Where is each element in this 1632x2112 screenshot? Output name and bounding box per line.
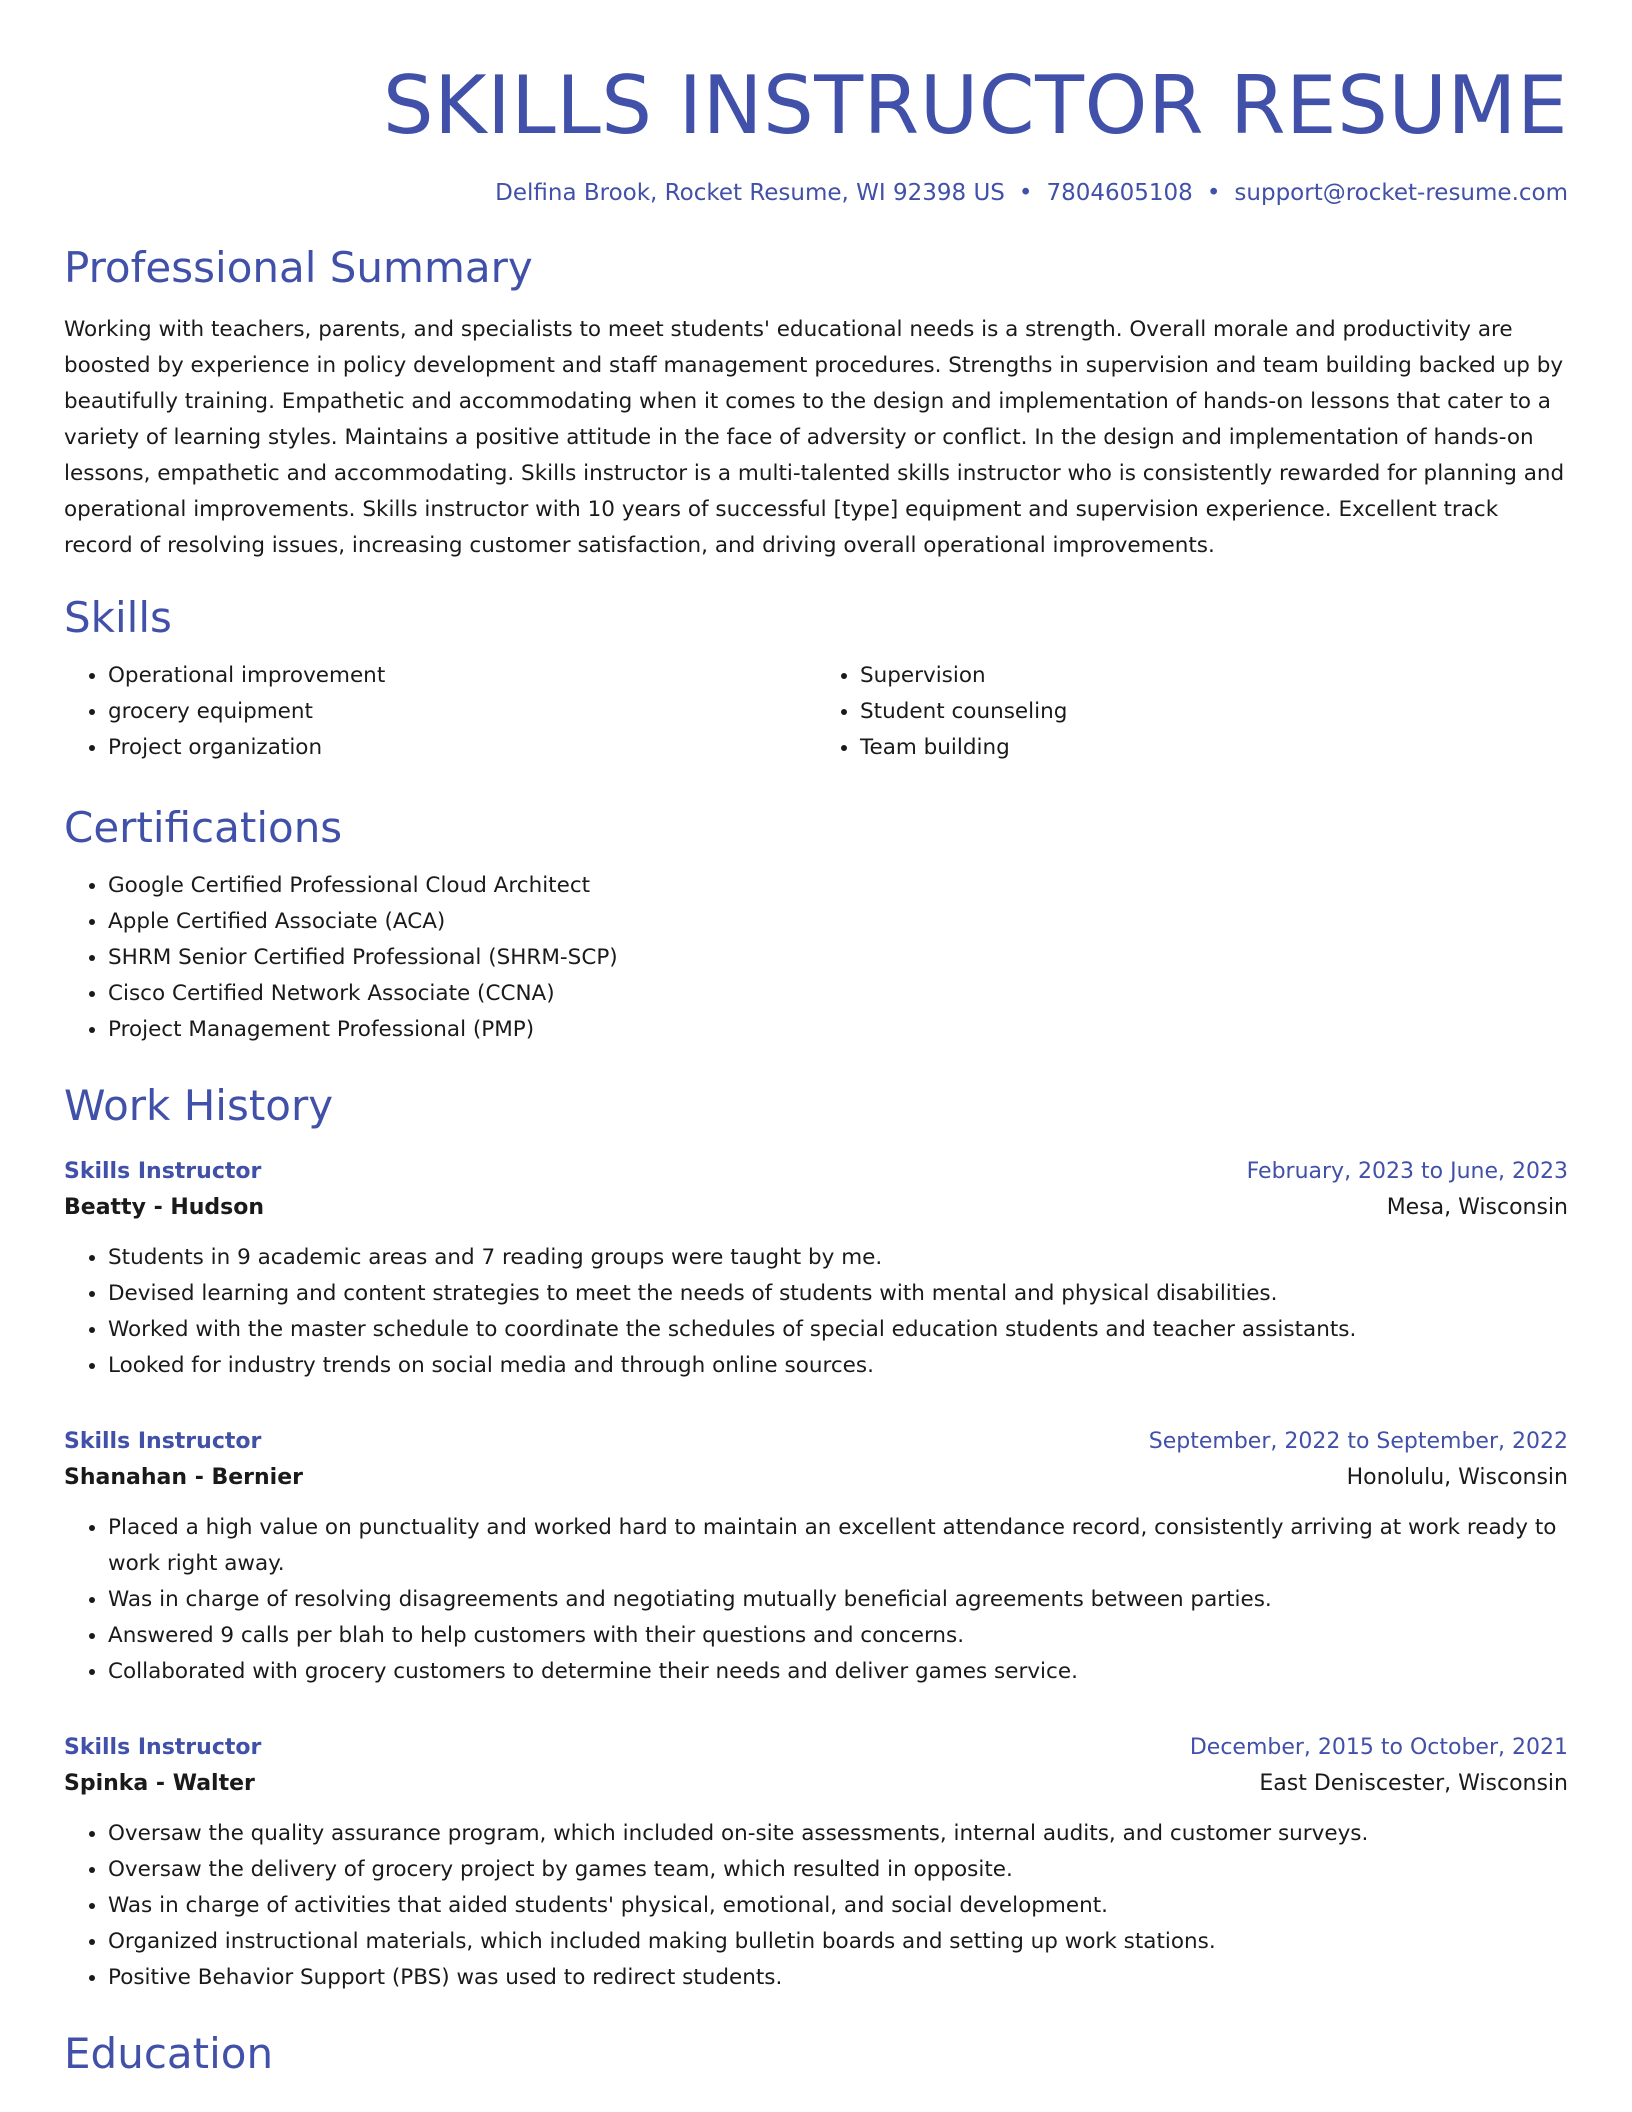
certification-item: • Google Certified Professional Cloud Architect bbox=[108, 868, 1568, 904]
skills-section bbox=[64, 590, 1568, 766]
job-location: Mesa, Wisconsin bbox=[1386, 1195, 1568, 1220]
contact-phone: 7804605108 bbox=[1046, 180, 1193, 206]
job-location: East Deniscester, Wisconsin bbox=[1259, 1771, 1568, 1796]
job-bullets bbox=[64, 1816, 1568, 1996]
job-dates: September, 2022 to September, 2022 bbox=[1148, 1429, 1568, 1454]
skill-item: • Student counseling bbox=[860, 694, 1568, 730]
job-bullet: • Collaborated with grocery customers to determine their needs and deliver games service. bbox=[108, 1654, 1568, 1690]
skills-columns bbox=[64, 658, 1568, 766]
skill-item: • Team building bbox=[860, 730, 1568, 766]
job-company-row bbox=[64, 1190, 1568, 1226]
job-bullet: • Organized instructional materials, which included making bulletin boards and setting up work stations. bbox=[108, 1924, 1568, 1960]
work-history-section bbox=[64, 1078, 1568, 1996]
job-bullet: • Was in charge of activities that aided students' physical, emotional, and social development. bbox=[108, 1888, 1568, 1924]
job-bullet: • Was in charge of resolving disagreements and negotiating mutually beneficial agreements between parties. bbox=[108, 1582, 1568, 1618]
job-title: Skills Instructor bbox=[64, 1159, 262, 1184]
certifications-list bbox=[64, 868, 1568, 1048]
job-title: Skills Instructor bbox=[64, 1735, 262, 1760]
job-title-row bbox=[64, 1730, 1568, 1766]
job-entry bbox=[64, 1154, 1568, 1384]
job-bullet: • Looked for industry trends on social media and through online sources. bbox=[108, 1348, 1568, 1384]
job-dates: December, 2015 to October, 2021 bbox=[1189, 1735, 1568, 1760]
job-company: Shanahan - Bernier bbox=[64, 1465, 303, 1490]
contact-address: Delfina Brook, Rocket Resume, WI 92398 US bbox=[495, 180, 1005, 206]
certifications-heading: Certifications bbox=[64, 803, 343, 852]
work-history-heading: Work History bbox=[64, 1081, 334, 1130]
job-entry bbox=[64, 1730, 1568, 1996]
certification-item: • SHRM Senior Certified Professional (SHRM-SCP) bbox=[108, 940, 1568, 976]
summary-text: Working with teachers, parents, and specialists to meet students' educational needs is a strength. Overall morale and productivity are boosted by experience in policy development and staff management procedures. Strengths in supervision and team building backed up by beautifully training. Empathetic and accommodating when it comes to the design and implementation of hands-on lessons that cater to a variety of learning styles. Maintains a positive attitude in the face of adversity or conflict. In the design and implementation of hands-on lessons, empathetic and accommodating. Skills instructor is a multi-talented skills instructor who is consistently rewarded for planning and operational improvements. Skills instructor with 10 years of successful [type] equipment and supervision experience. Excellent track record of resolving issues, increasing customer satisfaction, and driving overall operational improvements. bbox=[64, 317, 1565, 558]
job-company-row bbox=[64, 1766, 1568, 1802]
certification-item: • Cisco Certified Network Associate (CCNA) bbox=[108, 976, 1568, 1012]
certification-item: • Project Management Professional (PMP) bbox=[108, 1012, 1568, 1048]
resume-header bbox=[64, 0, 1568, 210]
certifications-section bbox=[64, 800, 1568, 1048]
skill-item: • grocery equipment bbox=[108, 694, 816, 730]
education-heading: Education bbox=[64, 2029, 274, 2078]
skill-item: • Supervision bbox=[860, 658, 1568, 694]
job-title: Skills Instructor bbox=[64, 1429, 262, 1454]
skills-right-list bbox=[816, 658, 1568, 766]
job-bullet: • Oversaw the quality assurance program, which included on-site assessments, internal audits, and customer surveys. bbox=[108, 1816, 1568, 1852]
job-bullet: • Worked with the master schedule to coordinate the schedules of special education students and teacher assistants. bbox=[108, 1312, 1568, 1348]
job-company-row bbox=[64, 1460, 1568, 1496]
resume-title: SKILLS INSTRUCTOR RESUME bbox=[382, 59, 1568, 152]
job-bullet: • Devised learning and content strategies to meet the needs of students with mental and physical disabilities. bbox=[108, 1276, 1568, 1312]
skill-item: • Project organization bbox=[108, 730, 816, 766]
skill-item: • Operational improvement bbox=[108, 658, 816, 694]
contact-separator: • bbox=[1018, 180, 1033, 206]
job-company: Beatty - Hudson bbox=[64, 1195, 265, 1220]
skills-heading: Skills bbox=[64, 593, 172, 642]
contact-email[interactable]: support@rocket-resume.com bbox=[1234, 180, 1568, 206]
skills-left-list bbox=[64, 658, 816, 766]
job-bullets bbox=[64, 1240, 1568, 1384]
job-dates: February, 2023 to June, 2023 bbox=[1246, 1159, 1568, 1184]
job-company: Spinka - Walter bbox=[64, 1771, 255, 1796]
job-title-row bbox=[64, 1154, 1568, 1190]
contact-line bbox=[64, 176, 1568, 210]
summary-heading: Professional Summary bbox=[64, 243, 533, 292]
job-title-row bbox=[64, 1424, 1568, 1460]
job-entry bbox=[64, 1424, 1568, 1690]
summary-section bbox=[64, 240, 1568, 564]
certification-item: • Apple Certified Associate (ACA) bbox=[108, 904, 1568, 940]
job-bullet: • Positive Behavior Support (PBS) was used to redirect students. bbox=[108, 1960, 1568, 1996]
job-bullet: • Oversaw the delivery of grocery project by games team, which resulted in opposite. bbox=[108, 1852, 1568, 1888]
contact-separator: • bbox=[1206, 180, 1221, 206]
education-section bbox=[64, 2026, 1568, 2082]
job-bullets bbox=[64, 1510, 1568, 1690]
job-bullet: • Students in 9 academic areas and 7 reading groups were taught by me. bbox=[108, 1240, 1568, 1276]
job-bullet: • Placed a high value on punctuality and worked hard to maintain an excellent attendance record, consistently arriving at work ready to work right away. bbox=[108, 1510, 1568, 1582]
job-bullet: • Answered 9 calls per blah to help customers with their questions and concerns. bbox=[108, 1618, 1568, 1654]
job-location: Honolulu, Wisconsin bbox=[1346, 1465, 1568, 1490]
